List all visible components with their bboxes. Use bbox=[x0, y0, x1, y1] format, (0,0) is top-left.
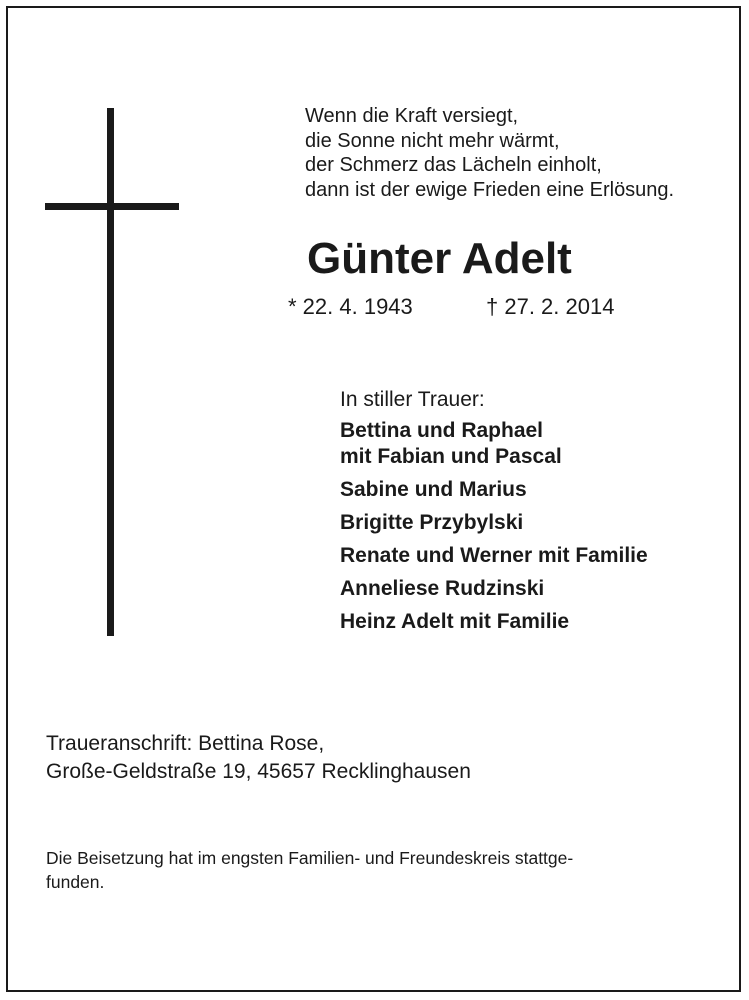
death-date: † 27. 2. 2014 bbox=[486, 294, 615, 319]
poem-line: der Schmerz das Lächeln einholt, bbox=[305, 154, 602, 176]
cross-horizontal-bar bbox=[45, 203, 179, 210]
address-line: Große-Geldstraße 19, 45657 Recklinghausen bbox=[46, 760, 471, 783]
mourner-name: Heinz Adelt mit Familie bbox=[340, 610, 570, 633]
deceased-name: Günter Adelt bbox=[307, 234, 572, 283]
mourner-name: Sabine und Marius bbox=[340, 478, 527, 501]
birth-date: * 22. 4. 1943 bbox=[288, 294, 413, 319]
mourner-name: Bettina und Raphael bbox=[340, 419, 544, 442]
poem-line: die Sonne nicht mehr wärmt, bbox=[305, 129, 560, 152]
mourners-list bbox=[340, 386, 730, 642]
mourner-name: mit Fabian und Pascal bbox=[340, 445, 562, 468]
cross-vertical-bar bbox=[107, 108, 114, 636]
mourners-heading: In stiller Trauer: bbox=[340, 388, 485, 411]
address-line: Traueranschrift: Bettina Rose, bbox=[46, 732, 325, 755]
mourner-name: Brigitte Przybylski bbox=[340, 511, 524, 534]
mourner-name: Renate und Werner mit Familie bbox=[340, 544, 648, 567]
mourner-name: Anneliese Rudzinski bbox=[340, 577, 545, 600]
burial-note bbox=[46, 846, 726, 894]
note-line: Die Beisetzung hat im engsten Familien- und Freundeskreis stattge- bbox=[46, 848, 574, 868]
poem bbox=[305, 104, 725, 202]
mourning-address bbox=[46, 730, 726, 786]
note-line: funden. bbox=[46, 872, 105, 892]
poem-line: dann ist der ewige Frieden eine Erlösung. bbox=[305, 178, 675, 201]
poem-line: Wenn die Kraft versiegt, bbox=[305, 105, 519, 127]
